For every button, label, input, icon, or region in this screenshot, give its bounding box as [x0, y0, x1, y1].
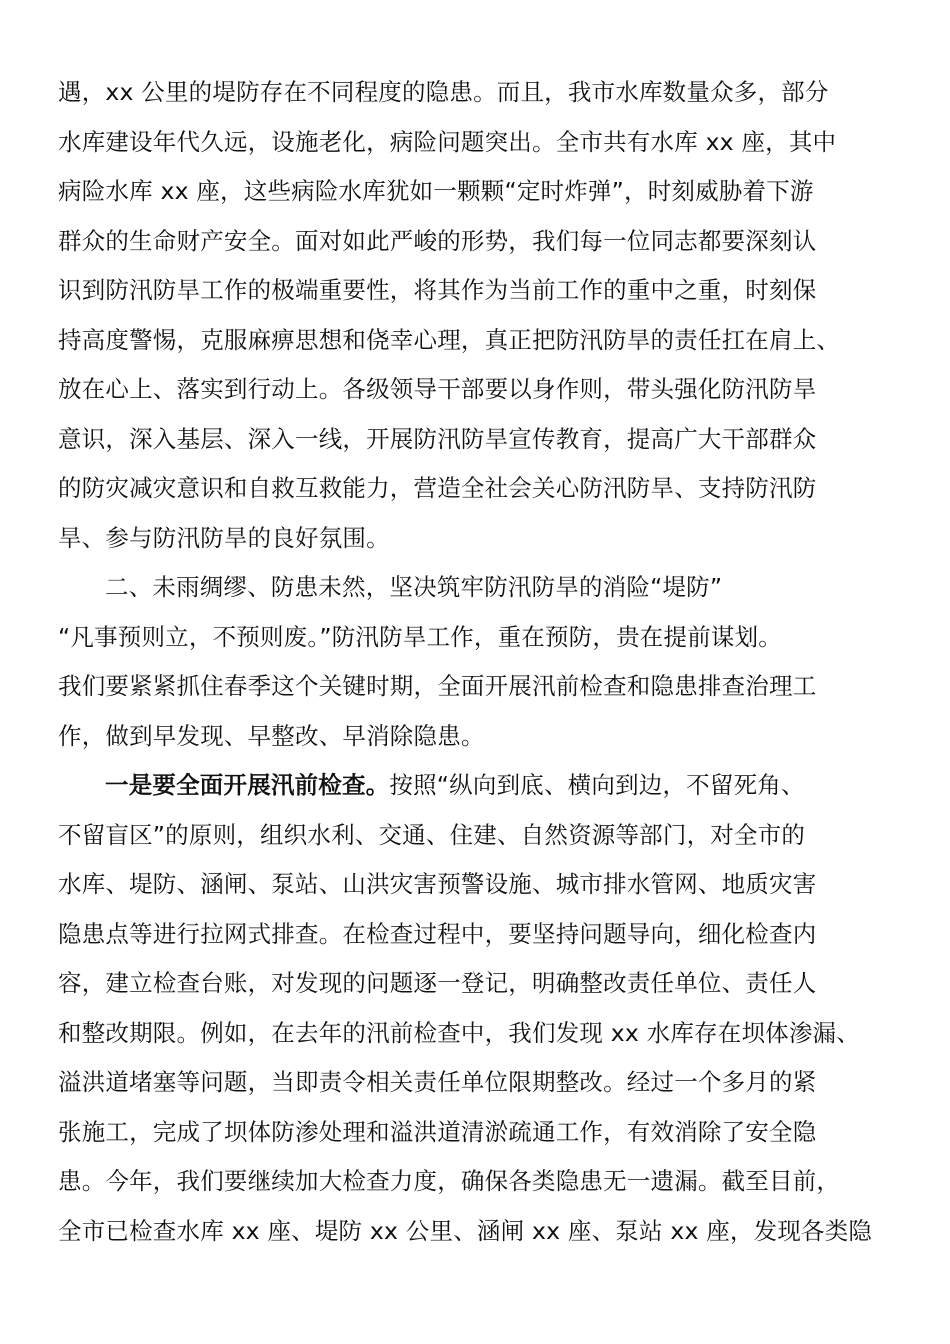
text-line: 群众的生命财产安全。面对如此严峻的形势，我们每一位同志都要深刻认 — [58, 226, 817, 255]
bold-lead-text: 一是要全面开展汛前检查。 — [105, 771, 390, 799]
paragraph-lead-line — [58, 761, 898, 811]
text-line: 不留盲区”的原则，组织水利、交通、住建、自然资源等部门，对全市的 — [58, 820, 806, 849]
text-line: 水库、堤防、涵闸、泵站、山洪灾害预警设施、城市排水管网、地质灾害 — [58, 870, 817, 898]
text-line: 和整改期限。例如，在去年的汛前检查中，我们发现 xx 水库存在坝体渗漏、 — [58, 1018, 860, 1047]
text-line: 放在心上、落实到行动上。各级领导干部要以身作则，带头强化防汛防旱 — [58, 375, 817, 403]
text-line: 水库建设年代久远，设施老化，病险问题突出。全市共有水库 xx 座，其中 — [58, 127, 837, 156]
text-line: 意识，深入基层、深入一线，开展防汛防旱宣传教育，提高广大干部群众 — [58, 424, 817, 453]
text-line: 病险水库 xx 座，这些病险水库犹如一颗颗“定时炸弹”，时刻威胁着下游 — [58, 177, 814, 205]
text-line: 容，建立检查台账，对发现的问题逐一登记，明确整改责任单位、责任人 — [58, 969, 817, 997]
text-line: 患。今年，我们要继续加大检查力度，确保各类隐患无一遗漏。截至目前， — [58, 1167, 841, 1195]
text-line: 旱、参与防汛防旱的良好氛围。 — [58, 523, 390, 552]
text-line: 我们要紧紧抓住春季这个关键时期，全面开展汛前检查和隐患排查治理工 — [58, 672, 817, 700]
text-line: 持高度警惕，克服麻痹思想和侥幸心理，真正把防汛防旱的责任扛在肩上、 — [58, 325, 841, 354]
text-line: 张施工，完成了坝体防渗处理和溢洪道清淤疏通工作，有效消除了安全隐 — [58, 1117, 817, 1146]
text-line: 作，做到早发现、早整改、早消除隐患。 — [58, 721, 485, 750]
text-line: “凡事预则立，不预则废。”防汛防旱工作，重在预防，贵在提前谋划。 — [58, 622, 782, 651]
body-text — [58, 68, 898, 1256]
lead-line-rest: 按照“纵向到底、横向到边，不留死角、 — [389, 771, 805, 799]
text-line: 的防灾减灾意识和自救互救能力，营造全社会关心防汛防旱、支持防汛防 — [58, 474, 817, 502]
section-heading: 二、未雨绸缪、防患未然，坚决筑牢防汛防旱的消险“堤防” — [105, 573, 723, 601]
text-line: 识到防汛防旱工作的极端重要性，将其作为当前工作的重中之重，时刻保 — [58, 276, 817, 304]
text-line: 遇，xx 公里的堤防存在不同程度的隐患。而且，我市水库数量众多，部分 — [58, 78, 829, 106]
text-line: 溢洪道堵塞等问题，当即责令相关责任单位限期整改。经过一个多月的紧 — [58, 1068, 817, 1096]
text-line: 全市已检查水库 xx 座、堤防 xx 公里、涵闸 xx 座、泵站 xx 座，发现各类隐 — [58, 1216, 873, 1245]
text-line: 隐患点等进行拉网式排查。在检查过程中，要坚持问题导向，细化检查内 — [58, 919, 817, 948]
